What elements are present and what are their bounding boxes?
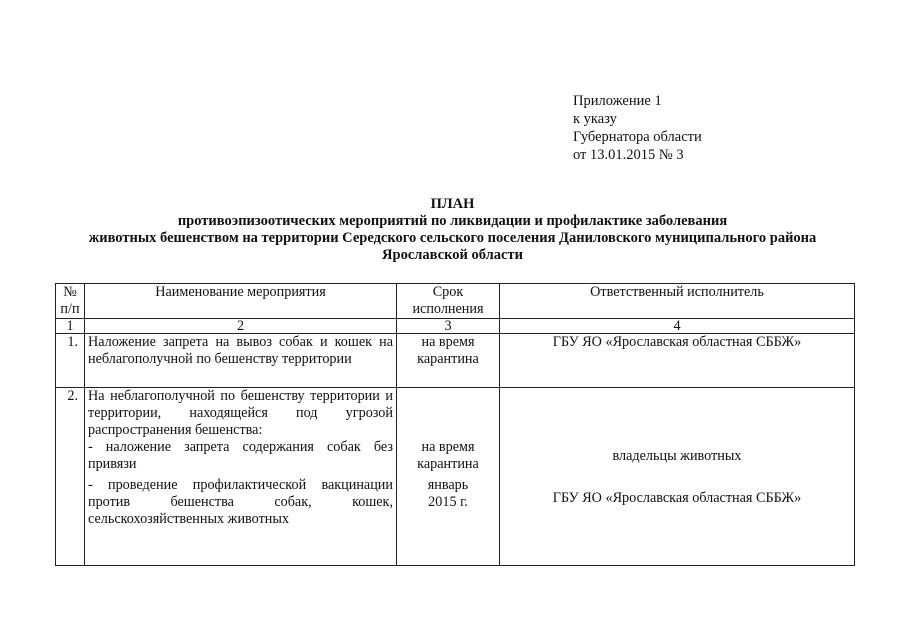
header-num-line: п/п xyxy=(60,301,80,317)
column-number: 4 xyxy=(500,319,855,334)
header-responsible: Ответственный исполнитель xyxy=(500,284,855,319)
column-number-row xyxy=(56,319,855,334)
deadline-line: на время xyxy=(421,334,475,350)
deadline-line: карантина xyxy=(417,456,479,472)
appendix-note xyxy=(573,92,702,164)
measure-sub-item: - проведение профилактической вакцинации против бешенства собак, кошек, сельскохозяйственных животных xyxy=(88,477,393,527)
table-header-row xyxy=(56,284,855,319)
header-name: Наименование мероприятия xyxy=(85,284,397,319)
row-number: 2. xyxy=(56,388,85,566)
measure-sub-item: - наложение запрета содержания собак без привязи xyxy=(88,439,393,472)
measure-name: Наложение запрета на вывоз собак и кошек на неблагополучной по бешенству территории xyxy=(85,334,397,388)
table-row xyxy=(56,388,855,566)
title-line: Ярославской области xyxy=(382,247,523,263)
title-heading: ПЛАН xyxy=(430,196,475,212)
title-line: животных бешенством на территории Середского сельского поселения Даниловского муниципального района xyxy=(88,230,817,246)
header-deadline-line: исполнения xyxy=(412,301,484,317)
header-num-line: № xyxy=(63,284,77,300)
row-number: 1. xyxy=(56,334,85,388)
responsible-cell xyxy=(500,388,855,566)
deadline-line: январь xyxy=(427,477,469,493)
deadline-cell xyxy=(397,388,500,566)
column-number: 3 xyxy=(397,319,500,334)
header-num xyxy=(56,284,85,319)
table-row xyxy=(56,334,855,388)
appendix-line: к указу xyxy=(573,111,617,127)
document-title xyxy=(40,196,865,264)
appendix-line: Приложение 1 xyxy=(573,93,662,109)
title-line: противоэпизоотических мероприятий по ликвидации и профилактике заболевания xyxy=(177,213,728,229)
measure-name xyxy=(85,388,397,566)
plan-table xyxy=(55,283,855,566)
column-number: 1 xyxy=(56,319,85,334)
deadline-line: на время xyxy=(421,439,475,455)
column-number: 2 xyxy=(85,319,397,334)
header-deadline-line: Срок xyxy=(432,284,464,300)
deadline-line: карантина xyxy=(417,351,479,367)
responsible-line: владельцы животных xyxy=(612,448,742,464)
deadline-cell xyxy=(397,334,500,388)
appendix-line: Губернатора области xyxy=(573,129,702,145)
responsible-line: ГБУ ЯО «Ярославская областная СББЖ» xyxy=(552,490,802,506)
header-deadline xyxy=(397,284,500,319)
deadline-line: 2015 г. xyxy=(428,494,468,510)
measure-intro: На неблагополучной по бешенству территории и территории, находящейся под угрозой распространения бешенства: xyxy=(88,388,393,438)
appendix-line: от 13.01.2015 № 3 xyxy=(573,147,684,163)
responsible-cell: ГБУ ЯО «Ярославская областная СББЖ» xyxy=(500,334,855,388)
